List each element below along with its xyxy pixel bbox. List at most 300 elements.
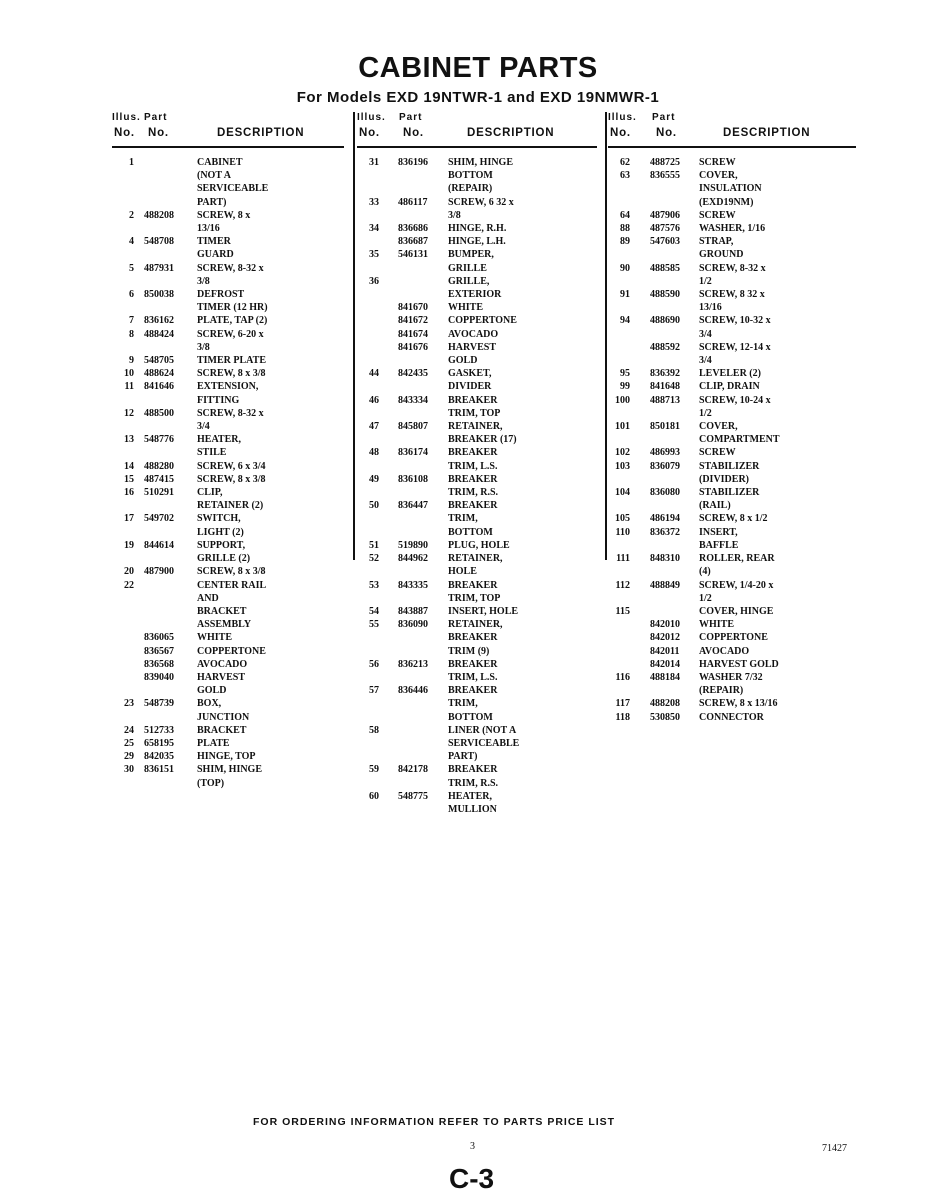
part-description: ROLLER, REAR (4) <box>699 553 775 578</box>
illus-number: 50 <box>369 500 379 512</box>
part-number: 548708 <box>144 236 174 248</box>
part-description: AVOCADO <box>197 658 248 670</box>
part-description: CABINET (NOT A SERVICEABLE PART) <box>197 157 269 208</box>
part-description: CLIP, RETAINER (2) <box>197 487 264 512</box>
table-row <box>608 156 780 169</box>
illus-number: 12 <box>124 407 134 419</box>
part-number: 510291 <box>144 487 174 499</box>
part-description: COPPERTONE <box>448 315 517 327</box>
part-number: 488208 <box>650 698 680 710</box>
part-number: 842014 <box>650 658 680 670</box>
part-description: SCREW, 6-20 x 3/8 <box>197 328 264 353</box>
part-description: SCREW, 8 x 3/8 <box>197 566 266 578</box>
part-description: TIMER GUARD <box>197 236 234 261</box>
illus-number: 100 <box>615 394 630 406</box>
illus-number: 90 <box>620 262 630 274</box>
illus-number: 22 <box>124 579 134 591</box>
table-row <box>608 526 780 552</box>
part-description: WHITE <box>699 619 735 631</box>
header-part-no: No. <box>403 127 424 139</box>
part-description: SCREW <box>699 209 736 221</box>
part-description: HARVEST GOLD <box>699 658 779 670</box>
header-part: Part <box>652 112 676 123</box>
illus-number: 49 <box>369 473 379 485</box>
part-description: PLUG, HOLE <box>448 539 510 551</box>
illus-number: 105 <box>615 513 630 525</box>
table-row <box>608 314 780 340</box>
part-description: COVER, HINGE <box>699 605 774 617</box>
part-number: 548739 <box>144 698 174 710</box>
table-row <box>357 579 519 605</box>
table-row <box>608 446 780 459</box>
part-number: 842012 <box>650 632 680 644</box>
illus-number: 24 <box>124 724 134 736</box>
table-row <box>608 552 780 578</box>
illus-number: 5 <box>129 262 134 274</box>
part-description: BREAKER TRIM, L.S. <box>448 447 498 472</box>
part-description: BOX, JUNCTION <box>197 698 250 723</box>
part-description: SCREW, 8 x 1/2 <box>699 513 768 525</box>
part-number: 843334 <box>398 394 428 406</box>
part-number: 848310 <box>650 553 680 565</box>
part-description: COPPERTONE <box>699 632 768 644</box>
header-description: DESCRIPTION <box>217 127 305 139</box>
table-row <box>357 394 519 420</box>
illus-number: 44 <box>369 368 379 380</box>
header-illus: Illus. <box>112 112 141 123</box>
table-row <box>357 367 519 393</box>
header-part: Part <box>399 112 423 123</box>
part-description: SCREW <box>699 447 736 459</box>
part-description: RETAINER, BREAKER TRIM (9) <box>448 619 503 657</box>
table-row <box>112 658 268 671</box>
table-row <box>112 367 268 380</box>
illus-number: 111 <box>616 553 630 565</box>
part-number: 548705 <box>144 355 174 367</box>
illus-number: 53 <box>369 579 379 591</box>
part-number: 842010 <box>650 619 680 631</box>
part-number: 488424 <box>144 328 174 340</box>
table-row <box>608 579 780 605</box>
illus-number: 33 <box>369 196 379 208</box>
part-description: AVOCADO <box>699 645 750 657</box>
part-number: 842035 <box>144 751 174 763</box>
header-illus-no: No. <box>359 127 380 139</box>
table-row <box>608 394 780 420</box>
part-description: INSERT, HOLE <box>448 605 519 617</box>
header-illus-no: No. <box>114 127 135 139</box>
part-number: 836687 <box>398 236 428 248</box>
table-row <box>357 301 519 314</box>
illus-number: 60 <box>369 790 379 802</box>
part-description: INSERT, BAFFLE <box>699 526 739 551</box>
part-number: 658195 <box>144 737 174 749</box>
part-number: 845807 <box>398 421 428 433</box>
table-row <box>112 156 268 209</box>
table-row <box>608 420 780 446</box>
part-description: BREAKER TRIM, R.S. <box>448 473 499 499</box>
part-description: BREAKER TRIM, BOTTOM <box>448 685 498 723</box>
part-number: 488713 <box>650 394 680 406</box>
header-illus-no: No. <box>610 127 631 139</box>
table-row <box>357 420 519 446</box>
illus-number: 8 <box>129 328 134 340</box>
part-number: 488280 <box>144 460 174 472</box>
part-description: HARVEST GOLD <box>448 341 496 367</box>
part-description: BUMPER, GRILLE <box>448 249 494 274</box>
illus-number: 48 <box>369 447 379 459</box>
part-description: PLATE, TAP (2) <box>197 315 268 327</box>
table-row <box>112 460 268 473</box>
table-row <box>608 235 780 261</box>
illus-number: 19 <box>124 539 134 551</box>
part-number: 836568 <box>144 658 174 670</box>
part-description: SCREW, 8 x 3/8 <box>197 368 266 380</box>
part-description: SCREW, 8 x 3/8 <box>197 473 266 485</box>
part-number: 488585 <box>650 262 680 274</box>
header-rule <box>112 146 344 148</box>
table-row <box>608 631 780 644</box>
table-row <box>608 367 780 380</box>
illus-number: 9 <box>129 355 134 367</box>
part-description: SCREW, 10-24 x 1/2 <box>699 394 771 419</box>
page-title: CABINET PARTS <box>358 52 598 84</box>
table-row <box>357 473 519 499</box>
illus-number: 94 <box>620 315 630 327</box>
header-rule <box>608 146 856 148</box>
part-number: 487576 <box>650 223 680 235</box>
illus-number: 117 <box>615 698 630 710</box>
part-number: 836213 <box>398 658 428 670</box>
table-row <box>112 697 268 723</box>
header-description: DESCRIPTION <box>723 127 811 139</box>
page-subtitle: For Models EXD 19NTWR-1 and EXD 19NMWR-1 <box>296 89 660 106</box>
part-description: SCREW, 8-32 x 1/2 <box>699 262 766 287</box>
illus-number: 62 <box>620 157 630 168</box>
part-description: SCREW, 8-32 x 3/4 <box>197 407 264 433</box>
part-number: 836196 <box>398 157 428 168</box>
illus-number: 64 <box>620 209 630 221</box>
part-number: 487931 <box>144 262 174 274</box>
part-number: 530850 <box>650 711 680 723</box>
part-description: TIMER PLATE <box>197 355 266 367</box>
table-row <box>357 790 519 816</box>
illus-number: 115 <box>615 605 630 617</box>
illus-number: 112 <box>615 579 630 591</box>
part-number: 548776 <box>144 434 174 446</box>
illus-number: 15 <box>124 473 134 485</box>
table-row <box>357 328 519 341</box>
part-number: 488725 <box>650 157 680 168</box>
part-description: SCREW, 8-32 x 3/8 <box>197 262 264 287</box>
table-row <box>112 750 268 763</box>
part-number: 836079 <box>650 460 680 472</box>
header-illus: Illus. <box>608 112 637 123</box>
part-description: AVOCADO <box>448 328 499 340</box>
illus-number: 25 <box>124 737 134 749</box>
part-number: 546131 <box>398 249 428 261</box>
illus-number: 4 <box>129 236 134 248</box>
table-row <box>357 724 519 764</box>
part-description: WHITE <box>197 632 233 644</box>
part-number: 519890 <box>398 539 428 551</box>
illus-number: 51 <box>369 539 379 551</box>
illus-number: 11 <box>124 381 134 393</box>
table-row <box>608 169 780 209</box>
illus-number: 95 <box>620 368 630 380</box>
illus-number: 7 <box>129 315 134 327</box>
table-row <box>608 645 780 658</box>
part-description: HINGE, R.H. <box>448 223 507 235</box>
illus-number: 55 <box>369 619 379 631</box>
illus-number: 35 <box>369 249 379 261</box>
part-description: BREAKER TRIM, TOP <box>448 394 501 419</box>
illus-number: 110 <box>615 526 630 538</box>
part-number: 488849 <box>650 579 680 591</box>
part-description: BRACKET <box>197 724 247 736</box>
table-row <box>357 156 519 196</box>
part-description: SCREW, 8 32 x 13/16 <box>699 289 765 314</box>
column-divider <box>353 112 355 560</box>
part-description: BREAKER TRIM, BOTTOM <box>448 500 498 538</box>
table-row <box>112 354 268 367</box>
table-row <box>357 684 519 724</box>
page-number: 3 <box>470 1141 475 1152</box>
part-number: 836162 <box>144 315 174 327</box>
part-number: 836090 <box>398 619 428 631</box>
part-number: 850038 <box>144 289 174 301</box>
illus-number: 1 <box>129 157 134 168</box>
part-description: SUPPORT, GRILLE (2) <box>197 539 251 565</box>
part-number: 843335 <box>398 579 428 591</box>
part-number: 839040 <box>144 671 174 683</box>
illus-number: 6 <box>129 289 134 301</box>
column-divider <box>605 112 607 560</box>
part-description: GASKET, DIVIDER <box>448 368 492 393</box>
part-number: 841648 <box>650 381 680 393</box>
part-number: 547603 <box>650 236 680 248</box>
table-row <box>608 697 780 710</box>
part-description: CLIP, DRAIN <box>699 381 760 393</box>
part-description: HARVEST GOLD <box>197 671 245 697</box>
table-row <box>608 512 780 525</box>
part-description: SCREW, 10-32 x 3/4 <box>699 315 771 340</box>
illus-number: 52 <box>369 553 379 565</box>
part-description: RETAINER, HOLE <box>448 553 503 578</box>
illus-number: 54 <box>369 605 379 617</box>
illus-number: 36 <box>369 275 379 287</box>
illus-number: 34 <box>369 223 379 235</box>
part-description: BREAKER TRIM, TOP <box>448 579 501 604</box>
part-description: COPPERTONE <box>197 645 266 657</box>
part-description: SCREW <box>699 157 736 168</box>
part-description: DEFROST TIMER (12 HR) <box>197 289 268 314</box>
table-row <box>608 380 780 393</box>
document-code: 71427 <box>822 1143 847 1154</box>
illus-number: 91 <box>620 289 630 301</box>
part-number: 836392 <box>650 368 680 380</box>
table-row <box>357 605 519 618</box>
table-row <box>112 565 268 578</box>
table-row <box>357 763 519 789</box>
part-description: SWITCH, LIGHT (2) <box>197 513 244 538</box>
table-row <box>608 671 780 697</box>
illus-number: 101 <box>615 421 630 433</box>
part-number: 487900 <box>144 566 174 578</box>
header-rule <box>357 146 597 148</box>
table-row <box>112 539 268 565</box>
header-part-no: No. <box>148 127 169 139</box>
table-row <box>357 499 519 539</box>
illus-number: 102 <box>615 447 630 459</box>
illus-number: 13 <box>124 434 134 446</box>
part-description: HINGE, TOP <box>197 751 256 763</box>
part-description: SCREW, 8 x 13/16 <box>197 209 251 235</box>
illus-number: 46 <box>369 394 379 406</box>
part-description: PLATE <box>197 737 230 749</box>
part-number: 841646 <box>144 381 174 393</box>
part-description: STABILIZER (RAIL) <box>699 487 760 512</box>
illus-number: 116 <box>615 671 630 683</box>
table-row <box>608 341 780 367</box>
table-row <box>357 248 519 274</box>
table-row <box>608 605 780 618</box>
part-number: 836080 <box>650 487 680 499</box>
header-part: Part <box>144 112 168 123</box>
part-description: CONNECTOR <box>699 711 764 723</box>
table-row <box>112 579 268 632</box>
illus-number: 10 <box>124 368 134 380</box>
ordering-note: FOR ORDERING INFORMATION REFER TO PARTS PRICE LIST <box>253 1116 616 1128</box>
table-row <box>357 552 519 578</box>
part-number: 549702 <box>144 513 174 525</box>
part-description: GRILLE, EXTERIOR <box>448 275 502 301</box>
header-part-no: No. <box>656 127 677 139</box>
part-number: 836108 <box>398 473 428 485</box>
illus-number: 104 <box>615 487 630 499</box>
illus-number: 31 <box>369 157 379 168</box>
part-description: STABILIZER (DIVIDER) <box>699 460 760 485</box>
illus-number: 57 <box>369 685 379 697</box>
part-number: 841676 <box>398 341 428 353</box>
table-row <box>112 486 268 512</box>
illus-number: 23 <box>124 698 134 710</box>
table-row <box>608 618 780 631</box>
part-number: 842178 <box>398 764 428 776</box>
part-description: SCREW, 1/4-20 x 1/2 <box>699 579 774 604</box>
part-number: 836151 <box>144 764 174 776</box>
part-number: 842011 <box>650 645 680 657</box>
illus-number: 56 <box>369 658 379 670</box>
part-number: 836446 <box>398 685 428 697</box>
table-row <box>112 407 268 433</box>
part-number: 486993 <box>650 447 680 459</box>
table-row <box>608 460 780 486</box>
table-row <box>112 433 268 459</box>
part-description: WHITE <box>448 302 484 314</box>
part-description: SCREW, 8 x 13/16 <box>699 698 778 710</box>
part-number: 488208 <box>144 209 174 221</box>
part-description: LINER (NOT A SERVICEABLE PART) <box>448 724 520 763</box>
part-number: 836372 <box>650 526 680 538</box>
illus-number: 99 <box>620 381 630 393</box>
part-number: 843887 <box>398 605 428 617</box>
part-number: 488592 <box>650 341 680 353</box>
table-row <box>357 222 519 235</box>
table-row <box>357 341 519 367</box>
part-description: WASHER, 1/16 <box>699 223 766 235</box>
part-number: 486194 <box>650 513 680 525</box>
illus-number: 29 <box>124 751 134 763</box>
table-row <box>608 486 780 512</box>
table-row <box>112 288 268 314</box>
part-number: 488624 <box>144 368 174 380</box>
illus-number: 89 <box>620 236 630 248</box>
table-row <box>608 262 780 288</box>
part-description: SCREW, 6 x 3/4 <box>197 460 266 472</box>
part-description: BREAKER TRIM, R.S. <box>448 764 499 789</box>
table-row <box>112 763 268 789</box>
table-row <box>608 222 780 235</box>
part-number: 836567 <box>144 645 174 657</box>
part-description: RETAINER, BREAKER (17) <box>448 421 517 446</box>
table-row <box>112 473 268 486</box>
part-number: 836686 <box>398 223 428 235</box>
table-row <box>357 539 519 552</box>
part-description: EXTENSION, FITTING <box>197 381 259 406</box>
part-description: WASHER 7/32 (REPAIR) <box>699 671 763 697</box>
part-description: COVER, INSULATION (EXD19NM) <box>699 170 762 208</box>
part-number: 836447 <box>398 500 428 512</box>
illus-number: 59 <box>369 764 379 776</box>
part-description: STRAP, GROUND <box>699 236 744 261</box>
illus-number: 20 <box>124 566 134 578</box>
table-row <box>112 737 268 750</box>
illus-number: 88 <box>620 223 630 235</box>
part-description: HEATER, STILE <box>197 434 241 459</box>
illus-number: 30 <box>124 764 134 776</box>
table-row <box>357 446 519 472</box>
table-row <box>112 235 268 261</box>
part-description: HINGE, L.H. <box>448 236 506 248</box>
part-number: 487906 <box>650 209 680 221</box>
illus-number: 16 <box>124 487 134 499</box>
part-description: SHIM, HINGE BOTTOM (REPAIR) <box>448 157 514 195</box>
part-number: 842435 <box>398 368 428 380</box>
table-row <box>112 631 268 644</box>
part-number: 486117 <box>398 196 428 208</box>
part-description: CENTER RAIL AND BRACKET ASSEMBLY <box>197 579 266 631</box>
part-number: 488690 <box>650 315 680 327</box>
table-row <box>357 275 519 301</box>
header-description: DESCRIPTION <box>467 127 555 139</box>
table-row <box>112 671 268 697</box>
table-row <box>357 658 519 684</box>
illus-number: 2 <box>129 209 134 221</box>
part-number: 850181 <box>650 421 680 433</box>
part-description: COVER, COMPARTMENT <box>699 421 780 446</box>
part-number: 841672 <box>398 315 428 327</box>
table-row <box>608 209 780 222</box>
part-description: SHIM, HINGE (TOP) <box>197 764 263 789</box>
illus-number: 17 <box>124 513 134 525</box>
part-description: BREAKER TRIM, L.S. <box>448 658 498 683</box>
table-row <box>357 618 519 658</box>
header-illus: Illus. <box>357 112 386 123</box>
table-row <box>357 196 519 222</box>
part-description: LEVELER (2) <box>699 368 761 380</box>
part-number: 487415 <box>144 473 174 485</box>
